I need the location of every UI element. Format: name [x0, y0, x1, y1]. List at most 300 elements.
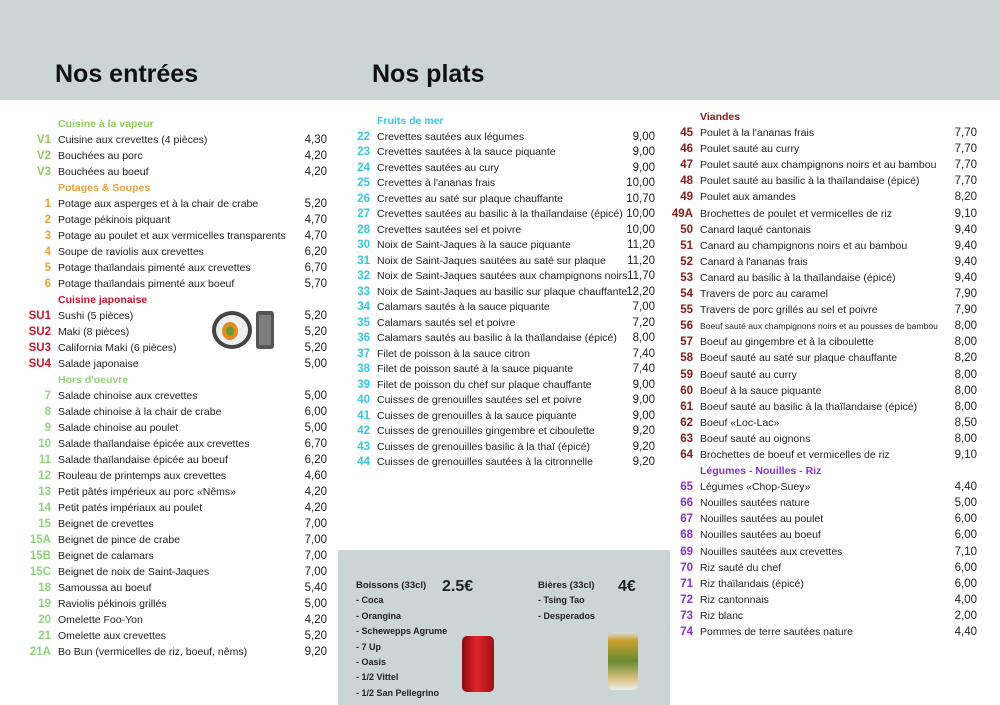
item-price: 5,00 — [304, 390, 327, 402]
menu-item — [357, 145, 655, 161]
menu-item — [680, 527, 977, 543]
menu-item — [680, 576, 977, 592]
menu-item — [680, 222, 977, 238]
item-name: Potage thaïlandais pimenté aux boeuf — [58, 278, 235, 290]
item-price: 8,00 — [954, 320, 977, 333]
item-code: 27 — [357, 208, 370, 220]
item-name: Calamars sautés à la sauce piquante — [377, 301, 550, 313]
item-price: 6,00 — [954, 561, 977, 574]
drink-item: - 1/2 Vittel — [356, 672, 399, 683]
menu-item — [357, 130, 655, 146]
item-price: 6,00 — [954, 529, 977, 542]
item-code: 11 — [38, 454, 51, 466]
item-price: 9,40 — [954, 239, 977, 252]
item-price: 9,20 — [304, 646, 327, 658]
item-code: 24 — [357, 161, 370, 174]
menu-item — [680, 270, 977, 286]
item-price: 8,00 — [954, 432, 977, 445]
item-name: Nouilles sautées au poulet — [700, 513, 824, 526]
fruits-de-mer-column — [357, 114, 655, 471]
item-price: 4,70 — [304, 230, 327, 242]
menu-item — [28, 324, 327, 340]
item-name: Boeuf sauté au oignons — [700, 432, 811, 445]
item-name: Cuisses de grenouilles basilic à la thaï (épicé) — [377, 440, 591, 453]
item-price: 2,00 — [954, 609, 977, 622]
item-name: Noix de Saint-Jaques sautées aux champignons noirs — [377, 270, 628, 282]
menu-item — [357, 300, 655, 316]
item-price: 6,20 — [304, 246, 327, 258]
menu-item — [357, 440, 655, 456]
item-name: Travers de porc grillés au sel et poivre — [700, 304, 878, 317]
menu-item — [671, 206, 977, 222]
item-name: Boeuf sauté aux champignons noirs et au pousses de bambou — [700, 321, 938, 332]
item-price: 6,00 — [954, 513, 977, 526]
item-code: 19 — [38, 598, 51, 610]
item-price: 6,00 — [304, 406, 327, 418]
item-price: 9,40 — [954, 223, 977, 236]
beer-item: - Desperados — [538, 610, 596, 621]
item-code: 6 — [44, 278, 51, 290]
item-name: Crevettes à l'ananas frais — [377, 177, 496, 189]
coca-can-image — [462, 636, 494, 692]
item-code: 57 — [680, 336, 693, 349]
item-code: 68 — [680, 529, 693, 542]
item-price: 5,20 — [304, 198, 327, 210]
item-code: 13 — [38, 486, 51, 498]
item-name: Salade japonaise — [58, 358, 139, 370]
item-price: 7,70 — [954, 159, 977, 172]
menu-item — [357, 316, 655, 332]
item-price: 4,70 — [304, 214, 327, 226]
menu-item — [38, 612, 327, 628]
item-code: V1 — [36, 134, 51, 146]
item-name: Potage aux asperges et à la chair de crabe — [58, 198, 259, 210]
bieres-price: 4€ — [618, 578, 636, 595]
item-price: 9,00 — [632, 146, 655, 158]
item-code: 60 — [680, 384, 693, 397]
item-name: Crevettes au saté sur plaque chauffante — [377, 192, 564, 205]
item-name: Salade chinoise aux crevettes — [58, 390, 198, 402]
item-price: 5,20 — [304, 342, 327, 354]
item-code: 53 — [680, 271, 693, 284]
item-price: 7,70 — [954, 143, 977, 156]
item-price: 9,40 — [954, 271, 977, 284]
item-code: 58 — [680, 352, 693, 365]
item-name: Noix de Saint-Jaques à la sauce piquante — [377, 239, 571, 251]
item-price: 5,00 — [954, 497, 977, 510]
beer-item: - Tsing Tao — [538, 595, 585, 606]
menu-item — [680, 447, 977, 463]
item-code: 21A — [29, 646, 51, 658]
item-name: Poulet sauté aux champignons noirs et au bambou — [700, 159, 937, 172]
menu-item — [680, 238, 977, 254]
item-code: 62 — [680, 416, 693, 429]
item-code: 66 — [680, 497, 693, 510]
item-name: Boeuf sauté au basilic à la thaïlandaise (épicé) — [700, 400, 918, 413]
item-name: Samoussa au boeuf — [58, 582, 152, 594]
item-price: 7,00 — [304, 534, 327, 546]
menu-item — [680, 141, 977, 157]
item-code: 31 — [357, 254, 370, 267]
item-price: 10,70 — [626, 192, 655, 205]
item-code: 45 — [680, 127, 693, 140]
item-price: 9,20 — [632, 425, 655, 437]
item-price: 9,00 — [632, 409, 655, 422]
menu-item — [680, 157, 977, 173]
item-name: Canard laqué cantonais — [700, 223, 811, 236]
item-code: 25 — [357, 177, 370, 189]
sushi-image — [206, 309, 276, 351]
item-name: Beignet de noix de Saint-Jaques — [58, 566, 210, 578]
section-heading: Viandes — [700, 111, 741, 123]
menu-item — [38, 628, 327, 644]
item-name: Rouleau de printemps aux crevettes — [58, 470, 227, 482]
item-name: Cuisses de grenouilles sautées sel et poivre — [377, 394, 582, 406]
item-code: 15 — [38, 518, 51, 530]
item-price: 8,20 — [954, 352, 977, 365]
item-name: Petit patés impériaux au poulet — [58, 502, 203, 514]
item-code: 3 — [44, 230, 51, 242]
item-code: SU4 — [28, 358, 51, 370]
item-price: 5,70 — [304, 278, 327, 290]
item-name: Boeuf à la sauce piquante — [700, 384, 822, 397]
item-code: 40 — [357, 394, 370, 406]
item-name: Crevettes sautées à la sauce piquante — [377, 146, 556, 158]
menu-item — [357, 238, 655, 254]
plats-title: Nos plats — [372, 60, 485, 88]
item-name: Soupe de raviolis aux crevettes — [58, 246, 204, 258]
boissons-price: 2.5€ — [442, 578, 474, 595]
menu-item — [680, 302, 977, 318]
menu-item — [680, 511, 977, 527]
item-name: Filet de poisson du chef sur plaque chauffante — [377, 378, 592, 391]
menu-item — [29, 564, 327, 580]
menu-item — [357, 409, 655, 425]
item-name: Omelette aux crevettes — [58, 630, 166, 642]
item-code: 30 — [357, 239, 370, 251]
menu-item — [44, 212, 327, 228]
item-name: Raviolis pékinois grillés — [58, 598, 167, 610]
item-price: 9,40 — [954, 255, 977, 268]
menu-item — [357, 161, 655, 177]
bieres-list — [538, 578, 595, 624]
menu-item — [38, 580, 327, 596]
item-name: Cuisses de grenouilles gingembre et ciboulette — [377, 425, 595, 437]
item-price: 7,70 — [954, 175, 977, 188]
menu-item — [38, 500, 327, 516]
item-name: Potage thaïlandais pimenté aux crevettes — [58, 262, 251, 274]
item-price: 12,20 — [626, 285, 655, 298]
menu-item — [28, 356, 327, 372]
item-name: Canard au basilic à la thaïlandaise (épicé) — [700, 271, 896, 284]
item-code: 64 — [680, 448, 693, 461]
menu-item — [680, 479, 977, 495]
menu-item — [38, 596, 327, 612]
item-price: 10,00 — [626, 177, 655, 189]
item-price: 9,20 — [632, 456, 655, 468]
item-price: 4,40 — [954, 481, 977, 494]
menu-item — [357, 192, 655, 208]
item-code: SU3 — [28, 342, 51, 354]
item-code: 26 — [357, 192, 370, 205]
menu-item — [28, 340, 327, 356]
item-price: 4,30 — [304, 134, 327, 146]
item-code: 69 — [680, 545, 693, 558]
item-name: Poulet sauté au basilic à la thaïlandaise (épicé) — [700, 175, 920, 188]
item-price: 9,10 — [954, 207, 977, 220]
item-price: 5,00 — [304, 598, 327, 610]
item-name: Poulet à la l'ananas frais — [700, 127, 815, 140]
item-code: 28 — [357, 223, 370, 236]
item-code: 1 — [44, 198, 51, 210]
item-code: 61 — [680, 400, 693, 413]
drink-item: - Coca — [356, 595, 384, 606]
item-name: Beignet de crevettes — [58, 518, 154, 530]
item-name: Travers de porc au caramel — [700, 288, 828, 301]
menu-item — [29, 532, 327, 548]
item-price: 8,00 — [954, 336, 977, 349]
item-price: 6,00 — [954, 577, 977, 590]
item-name: Salade thaïlandaise épicée aux crevettes — [58, 438, 250, 450]
menu-item — [44, 260, 327, 276]
drink-item: - 7 Up — [356, 641, 382, 652]
menu-item — [36, 132, 327, 148]
item-name: Omelette Foo-Yon — [58, 614, 143, 626]
item-name: Boeuf sauté au curry — [700, 368, 797, 381]
item-name: Boeuf au gingembre et à la ciboulette — [700, 336, 874, 349]
item-price: 4,00 — [954, 593, 977, 606]
item-code: 70 — [680, 561, 693, 574]
item-name: Potage pékinois piquant — [58, 214, 171, 226]
item-price: 5,20 — [304, 310, 327, 322]
item-name: Salade chinoise au poulet — [58, 422, 179, 434]
item-code: V2 — [36, 150, 51, 162]
menu-item — [357, 378, 655, 394]
menu-item — [357, 362, 655, 378]
item-code: 10 — [38, 438, 51, 450]
item-price: 7,10 — [954, 545, 977, 558]
item-code: 14 — [38, 502, 51, 514]
item-price: 7,90 — [954, 288, 977, 301]
menu-item — [357, 424, 655, 440]
item-code: V3 — [36, 166, 51, 178]
item-code: 59 — [680, 368, 693, 381]
item-price: 6,70 — [304, 262, 327, 274]
menu-item — [29, 644, 327, 660]
item-price: 9,10 — [954, 448, 977, 461]
menu-item — [357, 285, 655, 301]
item-name: Nouilles sautées nature — [700, 497, 810, 510]
item-name: Canard au champignons noirs et au bambou — [700, 239, 908, 252]
menu-item — [680, 350, 977, 366]
item-price: 5,20 — [304, 326, 327, 338]
menu-item — [680, 125, 977, 141]
item-price: 6,70 — [304, 438, 327, 450]
item-code: 18 — [38, 582, 51, 594]
section-heading: Cuisine japonaise — [58, 294, 148, 306]
item-code: 21 — [38, 630, 51, 642]
item-code: 63 — [680, 432, 693, 445]
item-name: Filet de poisson sauté à la sauce piquante — [377, 363, 574, 375]
item-name: Beignet de pince de crabe — [58, 534, 181, 546]
bieres-title: Bières (33cl) — [538, 580, 595, 591]
item-name: Cuisine aux crevettes (4 pièces) — [58, 134, 208, 146]
item-code: 49A — [671, 207, 693, 220]
drink-item: - Oasis — [356, 657, 387, 668]
menu-item — [44, 196, 327, 212]
item-price: 7,40 — [632, 363, 655, 375]
item-price: 7,00 — [304, 566, 327, 578]
item-price: 11,20 — [627, 239, 655, 251]
item-price: 5,20 — [304, 630, 327, 642]
item-name: Riz cantonnais — [700, 593, 769, 606]
item-price: 6,20 — [304, 454, 327, 466]
menu-item — [357, 393, 655, 409]
item-price: 7,00 — [632, 301, 655, 313]
item-code: 2 — [44, 214, 51, 226]
menu-item — [680, 624, 977, 640]
menu-item — [680, 560, 977, 576]
item-name: Bouchées au boeuf — [58, 166, 149, 178]
menu-item — [680, 495, 977, 511]
item-code: 15A — [29, 534, 51, 546]
drinks-panel — [338, 550, 670, 705]
item-price: 7,70 — [954, 127, 977, 140]
item-name: Crevettes sautées aux légumes — [377, 130, 525, 143]
menu-item — [680, 286, 977, 302]
item-code: 12 — [38, 470, 51, 482]
section-heading: Fruits de mer — [377, 115, 444, 127]
item-name: Maki (8 pièces) — [58, 326, 130, 338]
menu-item — [357, 254, 655, 270]
drink-item: - Schewepps Agrume — [356, 626, 448, 637]
item-name: Cuisses de grenouilles à la sauce piquante — [377, 409, 577, 422]
menu-item — [38, 436, 327, 452]
item-code: 73 — [680, 609, 693, 622]
item-code: 67 — [680, 513, 693, 526]
item-name: Boeuf sauté au saté sur plaque chauffante — [700, 352, 898, 365]
item-name: Boeuf «Loc-Lac» — [700, 416, 780, 429]
menu-item — [28, 308, 327, 324]
item-code: 9 — [44, 422, 51, 434]
item-code: 42 — [357, 425, 370, 437]
item-price: 7,20 — [632, 316, 655, 329]
item-price: 4,20 — [304, 486, 327, 498]
item-code: 22 — [357, 130, 370, 143]
item-name: Noix de Saint-Jaques au basilic sur plaque chauffante — [377, 285, 628, 298]
item-code: 23 — [357, 146, 370, 158]
item-code: 52 — [680, 255, 693, 268]
item-price: 4,20 — [304, 502, 327, 514]
item-price: 11,70 — [627, 270, 655, 282]
item-name: Riz sauté du chef — [700, 561, 782, 574]
menu-item — [680, 318, 977, 334]
item-price: 8,00 — [954, 368, 977, 381]
item-name: Nouilles sautées au boeuf — [700, 529, 821, 542]
item-name: California Maki (6 pièces) — [58, 342, 177, 354]
menu-item — [38, 484, 327, 500]
item-code: 55 — [680, 304, 693, 317]
item-price: 9,00 — [632, 378, 655, 391]
item-code: 48 — [680, 175, 693, 188]
item-name: Pommes de terre sautées nature — [700, 626, 853, 638]
item-price: 9,00 — [632, 161, 655, 174]
section-heading: Hors d'oeuvre — [58, 374, 129, 386]
item-price: 8,00 — [954, 400, 977, 413]
menu-item — [29, 548, 327, 564]
item-name: Noix de Saint-Jaques sautées au saté sur plaque — [377, 254, 606, 267]
item-price: 4,20 — [304, 614, 327, 626]
item-code: 38 — [357, 363, 370, 375]
item-code: SU2 — [28, 326, 51, 338]
menu-item — [44, 420, 327, 436]
item-price: 9,00 — [632, 394, 655, 406]
item-name: Riz blanc — [700, 609, 744, 622]
menu-item — [357, 207, 655, 223]
item-price: 8,20 — [954, 191, 977, 204]
item-name: Poulet sauté au curry — [700, 143, 800, 156]
item-code: 36 — [357, 332, 370, 344]
item-code: 35 — [357, 316, 370, 329]
item-code: 41 — [357, 409, 370, 422]
item-name: Canard à l'ananas frais — [700, 255, 808, 268]
item-price: 7,00 — [304, 550, 327, 562]
menu-item — [680, 592, 977, 608]
entrees-title: Nos entrées — [55, 60, 199, 88]
item-code: 32 — [357, 270, 370, 282]
menu-item — [680, 431, 977, 447]
item-name: Riz thaïlandais (épicé) — [700, 577, 804, 590]
item-code: 20 — [38, 614, 51, 626]
item-code: 39 — [357, 378, 370, 391]
item-price: 10,00 — [626, 208, 655, 220]
item-name: Beignet de calamars — [58, 550, 154, 562]
menu-item — [680, 415, 977, 431]
menu-item — [680, 189, 977, 205]
item-code: 54 — [680, 288, 693, 301]
menu-item — [357, 176, 655, 192]
menu-item — [680, 383, 977, 399]
item-name: Légumes «Chop-Suey» — [700, 481, 811, 494]
menu-item — [44, 228, 327, 244]
drink-item: - Orangina — [356, 610, 402, 621]
item-name: Salade chinoise à la chair de crabe — [58, 406, 222, 418]
menu-item — [38, 452, 327, 468]
item-code: 5 — [44, 262, 51, 274]
menu-item — [36, 164, 327, 180]
section-heading: Légumes - Nouilles - Riz — [700, 465, 822, 478]
item-price: 7,40 — [632, 347, 655, 360]
item-code: 44 — [357, 456, 370, 468]
item-name: Poulet aux amandes — [700, 191, 796, 204]
section-heading: Potages & Soupes — [58, 182, 151, 194]
item-name: Nouilles sautées aux crevettes — [700, 545, 843, 558]
item-price: 5,00 — [304, 358, 327, 370]
item-code: 43 — [357, 440, 370, 453]
item-code: 8 — [44, 406, 51, 418]
item-name: Petit pâtés impérieux au porc «Nêms» — [58, 486, 237, 498]
item-name: Potage au poulet et aux vermicelles transparents — [58, 230, 286, 242]
menu-item — [357, 331, 655, 347]
menu-item — [44, 244, 327, 260]
item-name: Crevettes sautées sel et poivre — [377, 223, 522, 236]
menu-item — [357, 269, 655, 285]
item-name: Calamars sautés sel et poivre — [377, 316, 516, 329]
menu-item — [680, 367, 977, 383]
item-name: Salade thaïlandaise épicée au boeuf — [58, 454, 228, 466]
item-name: Cuisses de grenouilles sautées à la citronnelle — [377, 456, 593, 468]
item-price: 8,00 — [954, 384, 977, 397]
